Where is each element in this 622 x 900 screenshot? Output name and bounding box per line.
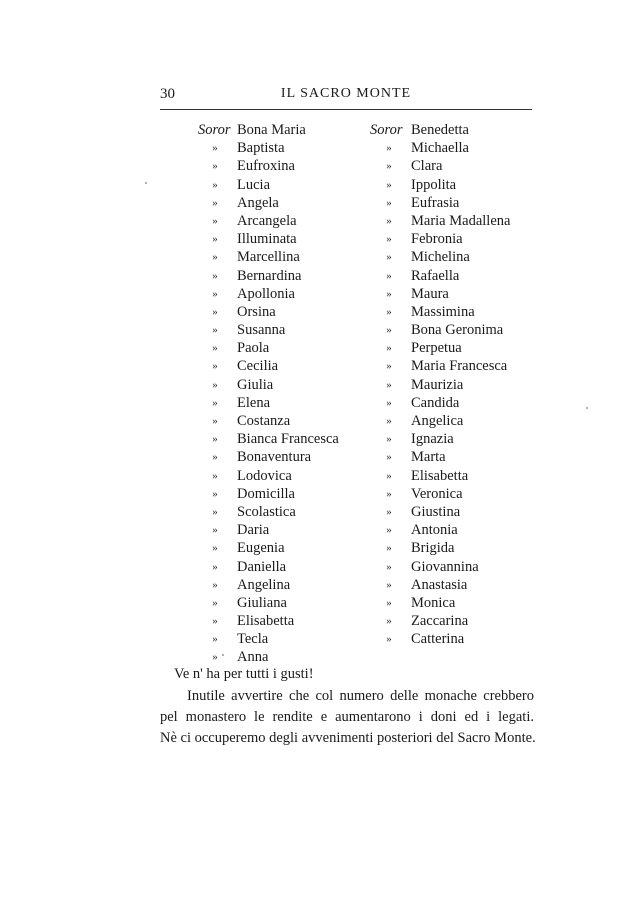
nun-name: Anna: [237, 649, 269, 666]
nun-name: Eugenia: [237, 540, 285, 557]
nun-name: Angelica: [411, 413, 464, 429]
running-title: IL SACRO MONTE: [280, 86, 412, 101]
page-header: [160, 86, 532, 108]
ditto-mark: »: [212, 433, 218, 446]
ditto-mark: »: [212, 469, 218, 482]
ditto-mark: »: [386, 142, 392, 155]
ditto-mark: »: [386, 196, 392, 209]
nun-name: Apollonia: [237, 285, 295, 302]
nun-name: Angelina: [237, 576, 291, 593]
nun-name: Baptista: [237, 140, 285, 157]
nun-name: Cecilia: [237, 358, 279, 375]
ditto-mark: »: [386, 633, 392, 646]
nun-name: Paola: [237, 340, 270, 357]
ditto-mark: »: [386, 396, 392, 409]
paper-speck: [222, 654, 224, 656]
ditto-mark: »: [212, 505, 218, 518]
ditto-mark: »: [212, 651, 218, 664]
paragraph-line: Nè ci occuperemo degli avvenimenti posteriori del Sacro Monte.: [160, 730, 536, 746]
ditto-mark: »: [386, 596, 392, 609]
ditto-mark: »: [386, 487, 392, 500]
closing-line: Ve n' ha per tutti i gusti!: [174, 666, 314, 682]
ditto-mark: »: [212, 451, 218, 464]
nun-name: Bernardina: [237, 267, 302, 284]
nun-name: Bonaventura: [237, 449, 312, 466]
ditto-mark: »: [212, 214, 218, 227]
nun-name: Antonia: [411, 522, 458, 539]
nun-name: Arcangela: [237, 212, 297, 229]
ditto-mark: »: [386, 178, 392, 191]
nun-name: Rafaella: [411, 267, 460, 284]
nun-name: Candida: [411, 394, 460, 411]
page-number: 30: [160, 86, 175, 102]
nun-name: Zaccarina: [411, 613, 469, 630]
ditto-mark: »: [212, 596, 218, 609]
ditto-mark: »: [386, 214, 392, 227]
ditto-mark: »: [212, 342, 218, 355]
ditto-mark: »: [212, 142, 218, 155]
nun-name: Illuminata: [237, 231, 297, 248]
ditto-mark: »: [386, 433, 392, 446]
nun-name: Veronica: [411, 485, 463, 502]
nun-name: Costanza: [237, 413, 291, 429]
ditto-mark: »: [386, 251, 392, 264]
nun-name: Elisabetta: [411, 467, 469, 484]
soror-label: Soror: [370, 122, 403, 138]
nun-name: Orsina: [237, 303, 276, 320]
ditto-mark: »: [386, 560, 392, 573]
header-rule: [160, 109, 532, 110]
nun-name: Bona Geronima: [411, 322, 504, 339]
ditto-mark: »: [212, 196, 218, 209]
ditto-mark: »: [386, 160, 392, 173]
nun-name: Massimina: [411, 303, 475, 320]
ditto-mark: »: [212, 360, 218, 373]
ditto-mark: »: [212, 269, 218, 282]
ditto-mark: »: [212, 524, 218, 537]
nun-name: Monica: [411, 594, 456, 611]
ditto-mark: »: [386, 269, 392, 282]
ditto-mark: »: [212, 178, 218, 191]
nun-name: Eufrasia: [411, 194, 460, 211]
nun-name: Ignazia: [411, 431, 454, 448]
paragraph-line: pel monastero le rendite e aumentarono i doni ed i legati.: [160, 709, 534, 725]
ditto-mark: »: [212, 305, 218, 318]
nun-name: Maria Francesca: [411, 358, 508, 375]
ditto-mark: »: [386, 342, 392, 355]
ditto-mark: »: [212, 415, 218, 427]
nun-name: Scolastica: [237, 503, 296, 520]
nun-name: Lucia: [237, 176, 271, 193]
ditto-mark: »: [212, 287, 218, 300]
nun-name: Anastasia: [411, 576, 468, 593]
nun-name: Elisabetta: [237, 613, 295, 630]
nun-name: Lodovica: [237, 467, 292, 484]
ditto-mark: »: [386, 287, 392, 300]
soror-label: Soror: [198, 122, 231, 138]
nun-name: Bona Maria: [237, 122, 306, 138]
nun-name: Marcellina: [237, 249, 300, 266]
ditto-mark: »: [386, 542, 392, 555]
nun-name: Tecla: [237, 631, 269, 648]
ditto-mark: »: [386, 615, 392, 628]
nun-name: Marta: [411, 449, 446, 466]
ditto-mark: »: [212, 251, 218, 264]
nun-name: Daria: [237, 522, 270, 539]
closing-paragraph: [160, 686, 534, 749]
nun-name: Giuliana: [237, 594, 287, 611]
ditto-mark: »: [386, 415, 392, 427]
nun-name: Brigida: [411, 540, 455, 557]
ditto-mark: »: [386, 578, 392, 591]
paper-speck: [586, 407, 588, 409]
ditto-mark: »: [386, 469, 392, 482]
ditto-mark: »: [212, 542, 218, 555]
nun-name: Perpetua: [411, 340, 462, 357]
nun-name: Ippolita: [411, 176, 457, 193]
nun-name: Michaella: [411, 140, 469, 157]
nun-name: Maria Madallena: [411, 212, 511, 229]
nun-name: Susanna: [237, 322, 286, 339]
nun-name: Catterina: [411, 631, 465, 648]
nun-name: Benedetta: [411, 122, 469, 138]
nun-name: Giulia: [237, 376, 274, 393]
nun-name: Daniella: [237, 558, 287, 575]
ditto-mark: »: [212, 560, 218, 573]
nun-name: Angela: [237, 194, 279, 211]
nun-name: Febronia: [411, 231, 463, 248]
ditto-mark: »: [212, 160, 218, 173]
nun-name: Maura: [411, 285, 449, 302]
nun-name: Maurizia: [411, 376, 464, 393]
paragraph-line: Inutile avvertire che col numero delle monache crebbero: [187, 688, 534, 704]
ditto-mark: »: [386, 324, 392, 337]
nun-name: Domicilla: [237, 485, 295, 502]
ditto-mark: »: [386, 524, 392, 537]
ditto-mark: »: [386, 233, 392, 246]
ditto-mark: »: [212, 615, 218, 628]
ditto-mark: »: [212, 487, 218, 500]
ditto-mark: »: [386, 378, 392, 391]
ditto-mark: »: [212, 324, 218, 337]
ditto-mark: »: [212, 578, 218, 591]
nun-name: Eufroxina: [237, 158, 295, 175]
nun-name: Bianca Francesca: [237, 431, 339, 448]
ditto-mark: »: [212, 233, 218, 246]
nun-name: Clara: [411, 158, 443, 175]
nun-name: Michelina: [411, 249, 470, 266]
ditto-mark: »: [212, 633, 218, 646]
ditto-mark: »: [386, 305, 392, 318]
nun-name: Giovannina: [411, 558, 479, 575]
ditto-mark: »: [212, 378, 218, 391]
nun-name: Giustina: [411, 503, 461, 520]
nun-name: Elena: [237, 394, 271, 411]
ditto-mark: »: [212, 396, 218, 409]
ditto-mark: »: [386, 505, 392, 518]
ditto-mark: »: [386, 360, 392, 373]
ditto-mark: »: [386, 451, 392, 464]
paper-speck: [145, 182, 147, 184]
